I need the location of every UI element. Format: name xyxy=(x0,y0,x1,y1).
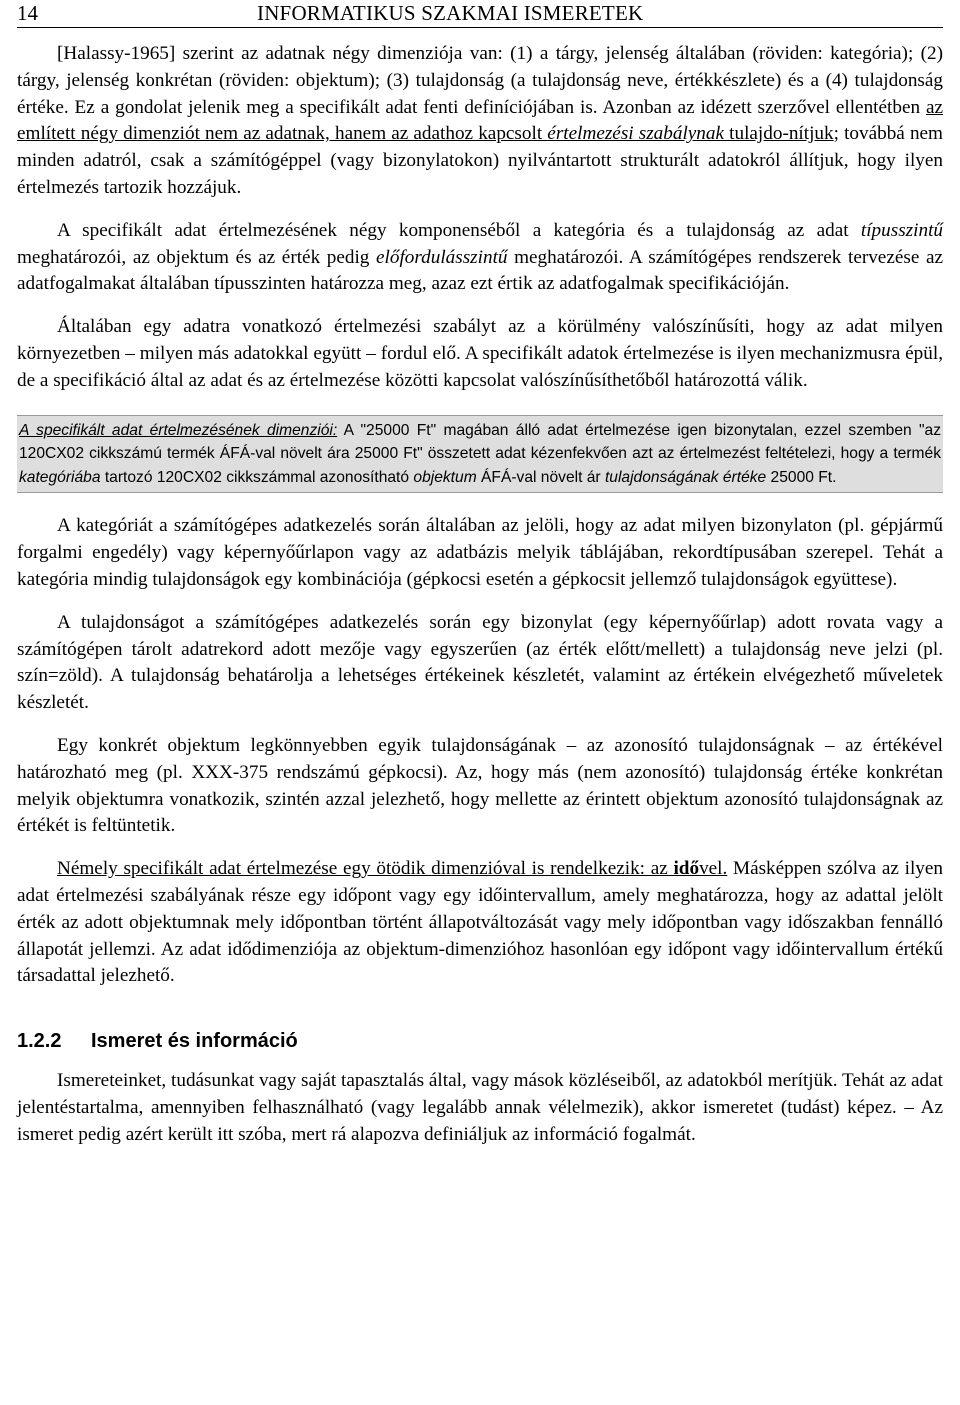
underlined-text: vel. xyxy=(699,858,728,880)
text-run: [Halassy-1965] szerint az adatnak négy dimenziója van: (1) a tárgy, jelenség általában (röviden: kategória); (2) tárgy, jelenség konkrétan (röviden: objektum); (3) tulajdonság (a tulajdonság neve, értékkészlete) és a (4) tulajdonság értéke. Ez a gondolat jelenik meg a specifikált adat fenti definíciójában is. Azonban az idézett szerzővel ellentétben xyxy=(17,43,943,118)
paragraph-category: A kategóriát a számítógépes adatkezelés során általában az jelöli, hogy az adat milyen bizonylaton (pl. gépjármű forgalmi engedély) vagy képernyőűrlapon vagy az adatbázis melyik táblájában, rekordtípusában szerepel. Tehát a kategória mindig tulajdonságok egy kombinációja (gépkocsi esetén a gépkocsit jellemző tulajdonságok együttese). xyxy=(17,515,943,590)
page-number: 14 xyxy=(17,1,38,25)
example-box-lead: A specifikált adat értelmezésének dimenziói: xyxy=(19,421,338,439)
section-number: 1.2.2 xyxy=(17,1030,62,1053)
section-heading xyxy=(17,1028,943,1054)
paragraph-context: Általában egy adatra vonatkozó értelmezési szabályt az a körülmény valószínűsíti, hogy az adat milyen környezetben – milyen más adatokkal együtt – fordul elő. A specifikált adatok értelmezése is ilyen mechanizmusra épül, de a specifikáció által az adat és az értelmezése közötti kapcsolat valószínűsíthetőből határozottá válik. xyxy=(17,316,943,391)
paragraph-time-dimension xyxy=(17,856,943,990)
italic-term: tulajdonságának értéke xyxy=(604,468,767,486)
italic-term: kategóriába xyxy=(19,468,101,486)
paragraph-knowledge: Ismereteinket, tudásunkat vagy saját tapasztalás által, vagy mások közléseiből, az adatokból merítjük. Tehát az adat jelentéstartalma, amennyiben felhasználható (vagy legalább annak vélelmezik), akkor ismeretet (tudást) képez. – Az ismeret pedig azért került itt szóba, mert rá alapozva definiáljuk az információ fogalmát. xyxy=(17,1070,943,1145)
underlined-text: tulajdo-nítjuk xyxy=(724,123,834,145)
text-run: Másképpen szólva az ilyen adat értelmezési szabályának része egy időpont vagy egy időintervallum, amely meghatározza, hogy az adattal jelölt érték az adott objektumnak mely időpontban történt állapotváltozását vagy mely időpontban vagy időszakban fennálló állapotát jellemzi. Az adat idődimenziója az objektum-dimenzióhoz hasonlóan egy időpont vagy időintervallum értékű társadattal jelezhető. xyxy=(17,858,944,987)
example-box xyxy=(17,415,943,494)
paragraph-object: Egy konkrét objektum legkönnyebben egyik tulajdonságának – az azonosító tulajdonságnak – az értékével határozható meg (pl. XXX-375 rendszámú gépkocsi). Az, hogy más (nem azonosító) tulajdonság értéke konkrétan melyik objektumra vonatkozik, szintén azzal jelezhető, hogy mellette az érintett objektum azonosító tulajdonságnak az értékét is feltüntetik. xyxy=(17,734,943,837)
text-run: meghatározói. A számítógépes rendszerek tervezése az adatfogalmakat általában típusszinten határozza meg, azaz ezt értik az adatfogalmak specifikációján. xyxy=(17,246,943,295)
text-run: tartozó 120CX02 cikkszámmal azonosítható xyxy=(100,468,414,486)
text-run: ; továbbá nem minden adatról, csak a számítógéppel (vagy bizonylatokon) nyilvántartott strukturált adatokról állítjuk, hogy ilyen értelmezés tartozik hozzájuk. xyxy=(17,123,943,198)
text-run: A "25000 Ft" magában álló adat értelmezése igen bizonytalan, ezzel szemben "az 120CX02 cikkszámú termék ÁFÁ-val növelt ára 25000 Ft" összetett adat kézenfekvően azt az értelmezést feltételezi, hogy a termék xyxy=(19,421,941,463)
italic-term: típusszintű xyxy=(860,219,943,241)
paragraph-halassy xyxy=(17,41,943,202)
italic-term: objektum xyxy=(413,468,477,486)
text-run: ÁFÁ-val növelt ár xyxy=(476,468,605,486)
running-title: INFORMATIKUS SZAKMAI ISMERETEK xyxy=(257,1,644,25)
text-run: 25000 Ft. xyxy=(766,468,837,486)
underlined-bold-text: idő xyxy=(673,858,700,880)
text-run: meghatározói, az objektum és az érték pedig xyxy=(17,246,377,268)
paragraph-property: A tulajdonságot a számítógépes adatkezelés során egy bizonylat (egy képernyőűrlap) adott rovata vagy a számítógépen tárolt adatrekord adott mezője vagy egyszerűen (az érték előtt/mellett) a tulajdonság neve jelzi (pl. szín=zöld). A tulajdonság behatárolja a lehetséges értékeinek készletét, valamint az értékein elvégezhető műveletek készletét. xyxy=(17,611,943,714)
running-header xyxy=(17,3,943,28)
italic-term: előfordulásszintű xyxy=(376,246,508,268)
paragraph-type-level xyxy=(17,218,943,298)
underlined-text: Némely specifikált adat értelmezése egy ötödik dimenzióval is rendelkezik: az xyxy=(57,858,674,880)
section-title: Ismeret és információ xyxy=(91,1030,298,1053)
underlined-text: az említett négy dimenziót nem az adatnak, hanem az adathoz kapcsolt xyxy=(17,96,943,145)
text-run: A specifikált adat értelmezésének négy komponenséből a kategória és a tulajdonság az adat xyxy=(57,219,861,241)
underlined-italic-text: értelmezési szabálynak xyxy=(547,123,725,145)
